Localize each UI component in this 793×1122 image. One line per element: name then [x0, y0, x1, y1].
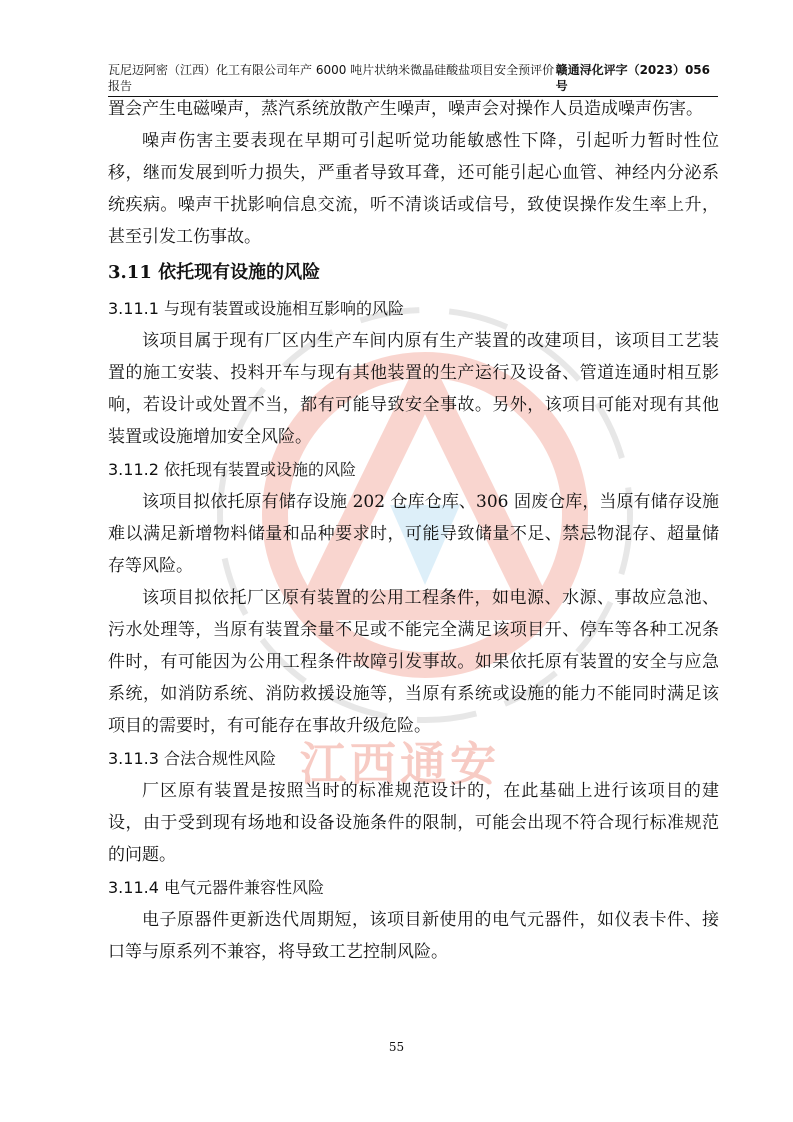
paragraph-storage-risk: 该项目拟依托原有储存设施 202 仓库仓库、306 固废仓库，当原有储存设施难以满足新增物料储量和品种要求时，可能导致储量不足、禁忌物混存、超量储存等风险。 — [108, 492, 719, 576]
paragraph-noise-source: 置会产生电磁噪声，蒸汽系统放散产生噪声，噪声会对操作人员造成噪声伤害。 — [108, 99, 703, 119]
paragraph-interaction-risk: 该项目属于现有厂区内生产车间内原有生产装置的改建项目，该项目工艺装置的施工安装、投料开车与现有其他装置的生产运行及设备、管道连通时相互影响，若设计或处置不当，都有可能导致安全事故。另外，该项目可能对现有其他装置或设施增加安全风险。 — [108, 331, 719, 447]
header-report-number: 赣通浔化评字（2023）056 号 — [555, 63, 711, 93]
paragraph-noise-harm: 噪声伤害主要表现在早期可引起听觉功能敏感性下降，引起听力暂时性位移，继而发展到听力损失，严重者导致耳聋，还可能引起心血管、神经内分泌系统疾病。噪声干扰影响信息交流，听不清谈话或信号，致使误操作发生率上升，甚至引发工伤事故。 — [108, 131, 719, 247]
subsection-heading-3-11-3: 3.11.3 合法合规性风险 — [108, 749, 276, 768]
watermark-text: 江西通安 — [300, 737, 500, 791]
subsection-heading-3-11-2: 3.11.2 依托现有装置或设施的风险 — [108, 460, 356, 479]
subsection-heading-3-11-1: 3.11.1 与现有装置或设施相互影响的风险 — [108, 299, 404, 318]
paragraph-utility-risk: 该项目拟依托厂区原有装置的公用工程条件，如电源、水源、事故应急池、污水处理等，当原有装置余量不足或不能完全满足该项目开、停车等各种工况条件时，有可能因为公用工程条件故障引发事故。如果依托原有装置的安全与应急系统，如消防系统、消防救援设施等，当原有系统或设施的能力不能同时满足该项目的需要时，有可能存在事故升级危险。 — [108, 588, 719, 736]
paragraph-compatibility-risk: 电子原器件更新迭代周期短，该项目新使用的电气元器件，如仪表卡件、接口等与原系列不兼容，将导致工艺控制风险。 — [108, 910, 719, 962]
page-number: 55 — [388, 1040, 405, 1054]
section-heading: 3.11 依托现有设施的风险 — [108, 262, 321, 283]
subsection-heading-3-11-4: 3.11.4 电气元器件兼容性风险 — [108, 878, 324, 897]
page-body — [108, 93, 719, 968]
header-report-title: 瓦尼迈阿密（江西）化工有限公司年产 6000 吨片状纳米微晶硅酸盐项目安全预评价报告 — [108, 63, 555, 93]
running-header — [108, 62, 718, 97]
paragraph-compliance-risk: 厂区原有装置是按照当时的标准规范设计的，在此基础上进行该项目的建设，由于受到现有场地和设备设施条件的限制，可能会出现不符合现行标准规范的问题。 — [108, 781, 719, 865]
